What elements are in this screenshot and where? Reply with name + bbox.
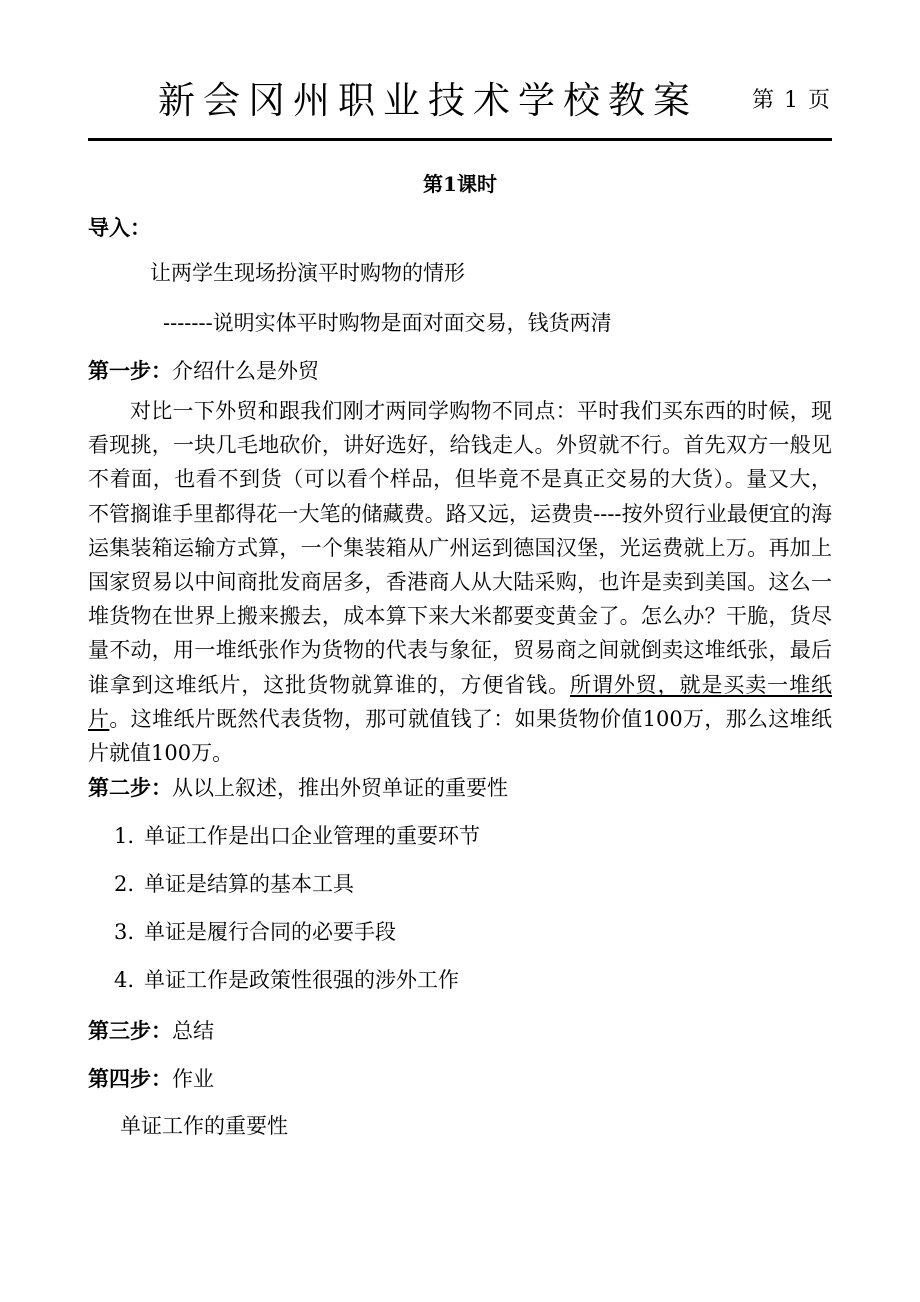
intro-line-2: -------说明实体平时购物是面对面交易，钱货两清 xyxy=(163,311,612,335)
list-item-text: 单证工作是出口企业管理的重要环节 xyxy=(144,824,480,848)
step2-heading xyxy=(88,772,508,804)
step4-text: 作业 xyxy=(172,1067,214,1091)
paragraph-text-after: 。这堆纸片既然代表货物，那可就值钱了：如果货物价值100万，那么这堆纸片就值100万。 xyxy=(88,706,832,766)
list-item xyxy=(114,916,480,964)
list-item-number: 4. xyxy=(114,968,135,992)
importance-list xyxy=(114,820,480,1012)
intro-heading: 导入： xyxy=(88,215,151,240)
step1-text: 介绍什么是外贸 xyxy=(172,359,319,383)
list-item xyxy=(114,868,480,916)
intro-line-1: 让两学生现场扮演平时购物的情形 xyxy=(150,261,465,285)
list-item-text: 单证是结算的基本工具 xyxy=(144,872,354,896)
list-item xyxy=(114,820,480,868)
step1-label: 第一步： xyxy=(88,358,172,383)
step4-heading xyxy=(88,1063,214,1095)
page-header xyxy=(88,76,832,126)
list-item-text: 单证是履行合同的必要手段 xyxy=(144,920,396,944)
paragraph-text-before: 对比一下外贸和跟我们刚才两同学购物不同点：平时我们买东西的时候，现看现挑，一块几毛地砍价，讲好选好，给钱走人。外贸就不行。首先双方一般见不着面，也看不到货（可以看个样品，但毕竟不是真正交易的大货）。量又大，不管搁谁手里都得花一大笔的储藏费。路又远，运费贵----按外贸行业最便宜的海运集装箱运输方式算，一个集装箱从广州运到德国汉堡，光运费就上万。再加上国家贸易以中间商批发商居多，香港商人从大陆采购，也许是卖到美国。这么一堆货物在世界上搬来搬去，成本算下来大米都要变黄金了。怎么办？干脆，货尽量不动，用一堆纸张作为货物的代表与象征，贸易商之间就倒卖这堆纸张，最后谁拿到这堆纸片，这批货物就算谁的，方便省钱。 xyxy=(88,399,832,697)
lesson-title: 第1课时 xyxy=(423,172,497,196)
step1-paragraph xyxy=(88,394,832,770)
page-number-label: 第 1 页 xyxy=(752,88,830,113)
step3-heading xyxy=(88,1015,214,1047)
homework-text: 单证工作的重要性 xyxy=(120,1114,288,1138)
list-item-number: 1. xyxy=(114,824,135,848)
step2-label: 第二步： xyxy=(88,775,172,800)
list-item-text: 单证工作是政策性很强的涉外工作 xyxy=(144,968,459,992)
step4-label: 第四步： xyxy=(88,1066,172,1091)
list-item-number: 3. xyxy=(114,920,135,944)
school-title: 新会冈州职业技术学校教案 xyxy=(158,79,698,122)
step2-text: 从以上叙述，推出外贸单证的重要性 xyxy=(172,776,508,800)
step3-text: 总结 xyxy=(172,1019,214,1043)
paragraph-underlined-text: 所谓外贸，就是买卖一堆纸片 xyxy=(88,672,832,731)
header-divider xyxy=(88,138,832,141)
step3-label: 第三步： xyxy=(88,1018,172,1043)
list-item xyxy=(114,964,480,1012)
list-item-number: 2. xyxy=(114,872,135,896)
step1-heading xyxy=(88,355,319,387)
